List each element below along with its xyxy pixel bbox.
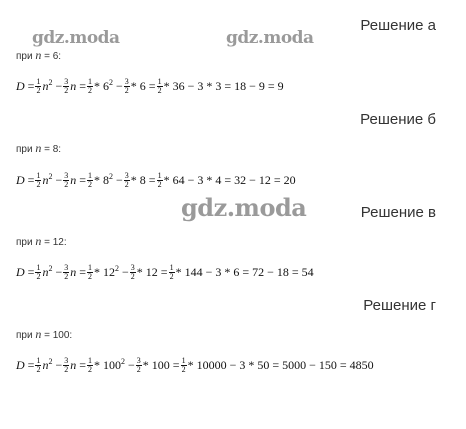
- fraction: [63, 264, 69, 281]
- formula-line: [16, 264, 314, 281]
- fraction-denominator: 2: [88, 180, 93, 189]
- formula-line: [16, 172, 296, 189]
- fraction-numerator: 3: [64, 356, 69, 365]
- fraction-denominator: 2: [124, 180, 129, 189]
- formula-part: n =: [70, 173, 87, 187]
- fraction-denominator: 2: [88, 365, 93, 374]
- fraction-denominator: 2: [64, 365, 69, 374]
- fraction: [35, 264, 41, 281]
- condition-text: при n = 8:: [16, 141, 62, 155]
- fraction-numerator: 1: [88, 356, 93, 365]
- fraction: [157, 172, 163, 189]
- watermark-2: gdz.moda: [226, 28, 314, 48]
- condition-text: при n = 12:: [16, 234, 67, 248]
- solution-heading: Решение а: [360, 17, 436, 34]
- fraction-numerator: 3: [64, 77, 69, 86]
- fraction-denominator: 2: [64, 86, 69, 95]
- fraction: [87, 78, 93, 95]
- fraction-numerator: 3: [124, 77, 129, 86]
- formula-part: $n^2$ −: [42, 172, 63, 187]
- condition-variable: n: [35, 234, 42, 248]
- formula-part: * $100^2$ −: [94, 357, 135, 372]
- condition-text: при n = 100:: [16, 327, 73, 341]
- formula-lhs: D =: [16, 358, 35, 372]
- fraction: [63, 357, 69, 374]
- fraction-numerator: 3: [136, 356, 141, 365]
- fraction-denominator: 2: [36, 272, 41, 281]
- formula-line: [16, 357, 374, 374]
- fraction: [169, 264, 175, 281]
- formula-lhs: D =: [16, 265, 35, 279]
- fraction-denominator: 2: [36, 180, 41, 189]
- fraction: [63, 172, 69, 189]
- fraction: [35, 357, 41, 374]
- fraction: [63, 78, 69, 95]
- solution-heading: Решение г: [363, 297, 436, 314]
- formula-part: $n^2$ −: [42, 357, 63, 372]
- formula-lhs: D =: [16, 173, 35, 187]
- fraction-denominator: 2: [88, 86, 93, 95]
- formula-part: n =: [70, 79, 87, 93]
- condition-variable: n: [35, 327, 42, 341]
- formula-part: n =: [70, 358, 87, 372]
- fraction-denominator: 2: [36, 86, 41, 95]
- fraction-denominator: 2: [169, 272, 174, 281]
- condition-variable: n: [35, 141, 42, 155]
- formula-part: * $8^2$ −: [94, 172, 123, 187]
- fraction-numerator: 3: [64, 171, 69, 180]
- fraction-denominator: 2: [157, 86, 162, 95]
- fraction-numerator: 1: [169, 263, 174, 272]
- fraction-numerator: 3: [64, 263, 69, 272]
- formula-result: * 36 − 3 * 3 = 18 − 9 = 9: [163, 79, 284, 93]
- condition-variable: n: [35, 48, 42, 62]
- fraction: [124, 78, 130, 95]
- fraction-denominator: 2: [64, 272, 69, 281]
- fraction: [124, 172, 130, 189]
- fraction-denominator: 2: [136, 365, 141, 374]
- watermark-1: gdz.moda: [32, 28, 120, 48]
- fraction-numerator: 3: [130, 263, 135, 272]
- fraction-denominator: 2: [64, 180, 69, 189]
- watermark-3: gdz.moda: [181, 193, 307, 222]
- fraction: [87, 264, 93, 281]
- formula-result: * 144 − 3 * 6 = 72 − 18 = 54: [175, 265, 314, 279]
- formula-result: * 10000 − 3 * 50 = 5000 − 150 = 4850: [187, 358, 374, 372]
- fraction-denominator: 2: [124, 86, 129, 95]
- fraction-denominator: 2: [157, 180, 162, 189]
- formula-result: * 64 − 3 * 4 = 32 − 12 = 20: [163, 173, 296, 187]
- solution-heading: Решение в: [360, 204, 436, 221]
- fraction-numerator: 1: [88, 77, 93, 86]
- formula-part: $n^2$ −: [42, 264, 63, 279]
- fraction: [87, 172, 93, 189]
- fraction-denominator: 2: [88, 272, 93, 281]
- fraction: [157, 78, 163, 95]
- fraction-numerator: 1: [157, 77, 162, 86]
- fraction-denominator: 2: [130, 272, 135, 281]
- formula-part: n =: [70, 265, 87, 279]
- formula-line: [16, 78, 284, 95]
- fraction: [87, 357, 93, 374]
- solution-heading: Решение б: [360, 111, 436, 128]
- fraction-numerator: 1: [36, 171, 41, 180]
- formula-part: $n^2$ −: [42, 78, 63, 93]
- fraction-numerator: 1: [88, 171, 93, 180]
- formula-part: * 12 =: [136, 265, 168, 279]
- formula-part: * $6^2$ −: [94, 78, 123, 93]
- formula-part: * 6 =: [130, 79, 156, 93]
- fraction-numerator: 1: [181, 356, 186, 365]
- fraction-numerator: 1: [36, 356, 41, 365]
- fraction-denominator: 2: [36, 365, 41, 374]
- fraction-numerator: 1: [36, 77, 41, 86]
- fraction: [136, 357, 142, 374]
- fraction-numerator: 3: [124, 171, 129, 180]
- fraction: [130, 264, 136, 281]
- formula-lhs: D =: [16, 79, 35, 93]
- formula-part: * $12^2$ −: [94, 264, 129, 279]
- formula-part: * 100 =: [142, 358, 180, 372]
- formula-part: * 8 =: [130, 173, 156, 187]
- condition-text: при n = 6:: [16, 48, 62, 62]
- fraction: [35, 78, 41, 95]
- fraction: [35, 172, 41, 189]
- fraction-numerator: 1: [88, 263, 93, 272]
- fraction: [181, 357, 187, 374]
- fraction-numerator: 1: [36, 263, 41, 272]
- fraction-denominator: 2: [181, 365, 186, 374]
- fraction-numerator: 1: [157, 171, 162, 180]
